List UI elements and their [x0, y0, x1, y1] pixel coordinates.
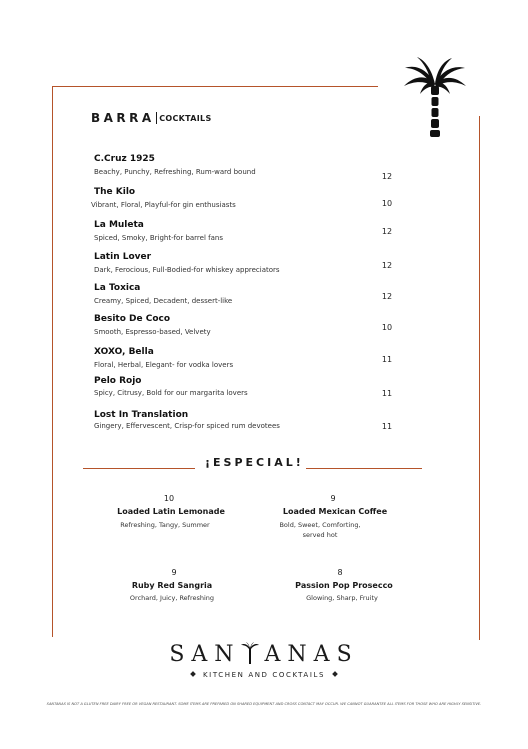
item-desc: Vibrant, Floral, Playful-for gin enthusiasts — [91, 201, 236, 209]
palm-tree-letter-icon — [241, 642, 259, 664]
item-desc: Gingery, Effervescent, Crisp-for spiced rum devotees — [94, 422, 280, 430]
palm-tree-icon — [402, 56, 468, 138]
especial-title: ¡ESPECIAL! — [205, 456, 304, 469]
item-name: C.Cruz 1925 — [94, 154, 155, 164]
item-desc: Dark, Ferocious, Full-Bodied-for whiskey appreciators — [94, 266, 280, 274]
item-name: Latin Lover — [94, 252, 152, 262]
section-subtitle: COCKTAILS — [159, 114, 212, 123]
special-name: Ruby Red Sangria — [131, 581, 213, 590]
special-name: Loaded Mexican Coffee — [282, 507, 388, 516]
special-price: 10 — [163, 494, 175, 503]
item-price: 12 — [381, 227, 393, 236]
item-desc: Beachy, Punchy, Refreshing, Rum-ward bound — [94, 168, 256, 176]
special-desc: Refreshing, Tangy, Summer — [120, 521, 210, 529]
especial-rule-left — [83, 468, 195, 469]
section-title — [91, 111, 212, 125]
brand-tagline: KITCHEN AND COCKTAILS — [202, 671, 326, 679]
frame-right-line — [479, 116, 480, 640]
special-name: Passion Pop Prosecco — [295, 581, 393, 590]
special-price: 8 — [337, 568, 343, 577]
item-price: 10 — [381, 199, 393, 208]
special-desc: Orchard, Juicy, Refreshing — [129, 594, 215, 602]
brand-name-left: SAN — [169, 642, 241, 667]
item-desc: Smooth, Espresso-based, Velvety — [94, 328, 211, 336]
especial-rule-right — [306, 468, 422, 469]
special-desc: Bold, Sweet, Comforting, served hot — [279, 521, 361, 539]
item-price: 11 — [381, 355, 393, 364]
brand-logo — [0, 642, 528, 667]
item-name: La Muleta — [94, 220, 144, 230]
special-desc: Glowing, Sharp, Fruity — [306, 594, 378, 602]
item-price: 11 — [381, 422, 393, 431]
item-name: Besito De Coco — [94, 314, 171, 324]
item-desc: Spiced, Smoky, Bright-for barrel fans — [94, 234, 223, 242]
frame-top-line — [52, 86, 378, 87]
special-price: 9 — [330, 494, 336, 503]
special-name: Loaded Latin Lemonade — [117, 507, 225, 516]
item-name: The Kilo — [94, 187, 136, 197]
section-title-text: BARRA — [91, 111, 155, 125]
item-desc: Floral, Herbal, Elegant- for vodka lovers — [94, 361, 234, 369]
item-name: Pelo Rojo — [94, 376, 142, 386]
item-desc: Creamy, Spiced, Decadent, dessert-like — [94, 297, 233, 305]
item-price: 12 — [381, 172, 393, 181]
item-desc: Spicy, Citrusy, Bold for our margarita lovers — [94, 389, 248, 397]
allergen-footnote: SANTANAS IS NOT A GLUTEN FREE DAIRY FREE OR VEGAN RESTAURANT. SOME ITEMS ARE PREPARED ON SHARED EQUIPMENT AND CROSS CONTACT MAY OCCUR. WE CANNOT GUARANTEE ALL ITEMS FOR THOSE WHO ARE HIGHLY SENSITIVE. — [46, 702, 482, 706]
diamond-icon — [190, 671, 196, 677]
title-separator — [156, 112, 158, 124]
special-price: 9 — [171, 568, 177, 577]
item-price: 12 — [381, 261, 393, 270]
item-name: XOXO, Bella — [94, 347, 154, 357]
diamond-icon — [332, 671, 338, 677]
brand-name-right: ANAS — [264, 642, 359, 667]
item-name: Lost In Translation — [94, 410, 189, 420]
item-price: 11 — [381, 389, 393, 398]
frame-left-line — [52, 86, 53, 637]
item-price: 10 — [381, 323, 393, 332]
item-price: 12 — [381, 292, 393, 301]
item-name: La Toxica — [94, 283, 141, 293]
brand-tagline-row — [0, 671, 528, 679]
